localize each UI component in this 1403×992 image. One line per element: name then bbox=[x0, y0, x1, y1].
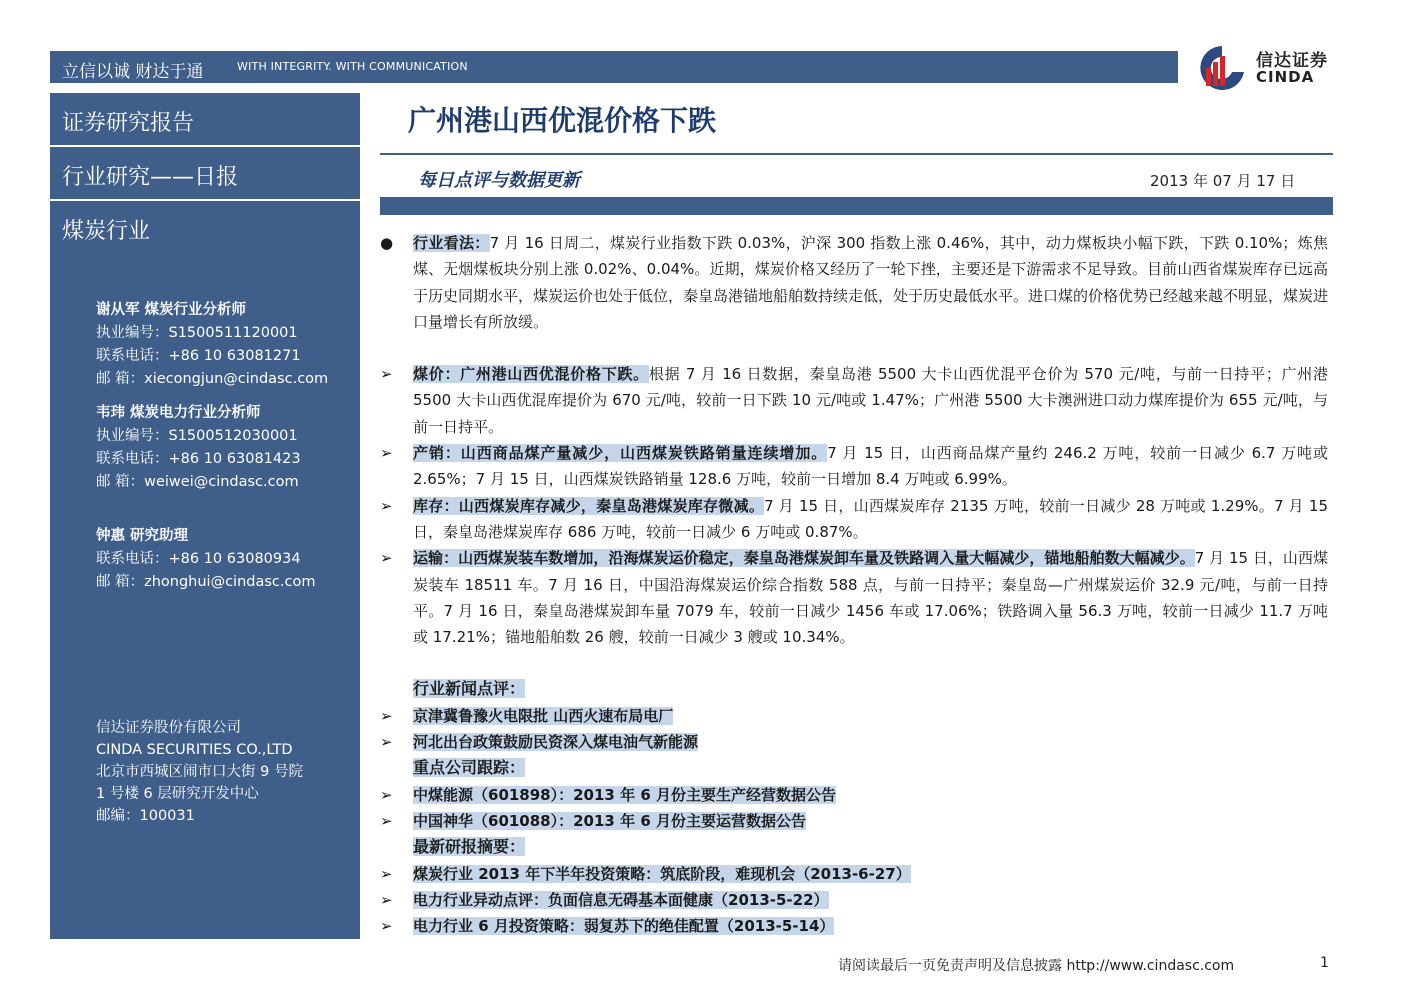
analyst-phone: 联系电话：+86 10 63080934 bbox=[96, 551, 301, 567]
point-label: 库存：山西煤炭库存减少，秦皇岛港煤炭库存微减。 bbox=[413, 496, 765, 515]
logo-cn: 信达证券 bbox=[1256, 51, 1328, 71]
footer-disclaimer[interactable]: 请阅读最后一页免责声明及信息披露 http://www.cindasc.com bbox=[838, 958, 1235, 974]
research-item[interactable] bbox=[380, 887, 1328, 913]
company-item[interactable] bbox=[380, 782, 1328, 808]
company-name-en: CINDA SECURITIES CO.,LTD bbox=[96, 742, 293, 758]
research-item-text[interactable]: 电力行业异动点评：负面信息无碍基本面健康（2013-5-22） bbox=[413, 890, 829, 909]
arrow-bullet-icon: ➢ bbox=[380, 549, 393, 568]
research-item[interactable] bbox=[380, 913, 1328, 939]
company-info bbox=[96, 717, 303, 827]
category-research-type: 行业研究——日报 bbox=[62, 165, 239, 190]
research-item-text[interactable]: 电力行业 6 月投资策略：弱复苏下的绝佳配置（2013-5-14） bbox=[413, 917, 835, 936]
news-item-text[interactable]: 京津冀鲁豫火电限批 山西火速布局电厂 bbox=[413, 706, 674, 725]
analyst-phone: 联系电话：+86 10 63081271 bbox=[96, 348, 301, 364]
point-label: 产销：山西商品煤产量减少，山西煤炭铁路销量连续增加。 bbox=[413, 444, 828, 463]
point-label: 煤价：广州港山西优混价格下跌。 bbox=[413, 365, 649, 384]
company-name-cn: 信达证券股份有限公司 bbox=[96, 720, 241, 736]
analyst-email: 邮 箱：zhonghui@cindasc.com bbox=[96, 574, 316, 590]
analyst-name: 韦玮 煤炭电力行业分析师 bbox=[96, 405, 261, 421]
point-text: 7 月 15 日，山西商品煤产量约 246.2 万吨，较前一日减少 6.7 万吨或 2.65%；7 月 15 日，山西煤炭铁路销量 128.6 万吨，较前一日增加 8.4 万吨或 6.99%。 bbox=[413, 444, 1328, 489]
cinda-logo-icon bbox=[1192, 42, 1252, 92]
arrow-bullet-icon: ➢ bbox=[380, 785, 393, 804]
arrow-bullet-icon: ➢ bbox=[380, 917, 393, 936]
slogan: 立信以诚 财达于通 bbox=[62, 62, 204, 82]
title-rule bbox=[380, 153, 1333, 155]
logo-en: CINDA bbox=[1256, 68, 1315, 86]
sidebar-divider bbox=[50, 145, 360, 147]
page-number: 1 bbox=[1320, 955, 1329, 971]
point-production bbox=[380, 440, 1328, 493]
news-item-text[interactable]: 河北出台政策鼓励民资深入煤电油气新能源 bbox=[413, 733, 699, 752]
arrow-bullet-icon: ➢ bbox=[380, 444, 393, 463]
analyst-email: 邮 箱：weiwei@cindasc.com bbox=[96, 474, 299, 490]
category-industry: 煤炭行业 bbox=[62, 219, 151, 244]
company-heading: 重点公司跟踪： bbox=[413, 758, 526, 778]
analyst-card bbox=[96, 402, 301, 494]
sidebar bbox=[50, 93, 360, 939]
analyst-license: 执业编号：S1500512030001 bbox=[96, 428, 298, 444]
view-label: 行业看法： bbox=[413, 234, 490, 252]
report-date: 2013 年 07 月 17 日 bbox=[1150, 172, 1296, 190]
point-price bbox=[380, 361, 1328, 440]
report-title: 广州港山西优混价格下跌 bbox=[408, 104, 717, 137]
company-address: 北京市西城区闹市口大街 9 号院 bbox=[96, 764, 303, 780]
research-item-text[interactable]: 煤炭行业 2013 年下半年投资策略：筑底阶段，难现机会（2013-6-27） bbox=[413, 864, 911, 883]
analyst-name: 钟惠 研究助理 bbox=[96, 528, 189, 544]
analyst-name: 谢从军 煤炭行业分析师 bbox=[96, 302, 247, 318]
point-inventory bbox=[380, 493, 1328, 546]
arrow-bullet-icon: ➢ bbox=[380, 890, 393, 909]
company-item[interactable] bbox=[380, 808, 1328, 834]
report-body bbox=[380, 230, 1328, 939]
arrow-bullet-icon: ➢ bbox=[380, 706, 393, 725]
company-item-text[interactable]: 中煤能源（601898）：2013 年 6 月份主要生产经营数据公告 bbox=[413, 785, 836, 804]
analyst-phone: 联系电话：+86 10 63081423 bbox=[96, 451, 301, 467]
company-item-text[interactable]: 中国神华（601088）：2013 年 6 月份主要运营数据公告 bbox=[413, 811, 806, 830]
point-text: 根据 7 月 16 日数据，秦皇岛港 5500 大卡山西优混平仓价为 570 元/吨，与前一日持平；广州港 5500 大卡山西优混库提价为 670 元/吨，较前一日下跌 10 元/吨或 1.47%；广州港 5500 大卡澳洲进口动力煤库提价为 655 元/吨，与前一日持平。 bbox=[413, 365, 1328, 436]
arrow-bullet-icon: ➢ bbox=[380, 864, 393, 883]
analyst-license: 执业编号：S1500511120001 bbox=[96, 325, 298, 341]
top-banner bbox=[50, 51, 1178, 83]
header-bar bbox=[380, 197, 1333, 215]
research-item[interactable] bbox=[380, 861, 1328, 887]
news-item[interactable] bbox=[380, 729, 1328, 755]
news-item[interactable] bbox=[380, 703, 1328, 729]
arrow-bullet-icon: ➢ bbox=[380, 811, 393, 830]
analyst-email: 邮 箱：xiecongjun@cindasc.com bbox=[96, 371, 329, 387]
analyst-card bbox=[96, 525, 315, 594]
sidebar-divider bbox=[50, 199, 360, 201]
arrow-bullet-icon: ➢ bbox=[380, 496, 393, 515]
arrow-bullet-icon: ➢ bbox=[380, 733, 393, 752]
point-text: 7 月 15 日，山西煤炭装车 18511 车。7 月 16 日，中国沿海煤炭运价综合指数 588 点，与前一日持平；秦皇岛—广州煤炭运价 32.9 元/吨，与前一日持平。7 月 16 日，秦皇岛港煤炭卸车量 7079 车，较前一日减少 1456 车或 17.06%；铁路调入量 56.3 万吨，较前一日减少 11.7 万吨或 17.21%；锚地船舶数 26 艘，较前一日减少 3 艘或 10.34%。 bbox=[413, 549, 1328, 647]
view-text: 7 月 16 日周二，煤炭行业指数下跌 0.03%，沪深 300 指数上涨 0.46%，其中，动力煤板块小幅下跌，下跌 0.10%；炼焦煤、无烟煤板块分别上涨 0.02%、0.04%。近期，煤炭价格又经历了一轮下挫，主要还是下游需求不足导致。目前山西省煤炭库存已远高于历史同期水平，煤炭运价也处于低位，秦皇岛港锚地船舶数持续走低，处于历史最低水平。进口煤的价格优势已经越来越不明显，煤炭进口量增长有所放缓。 bbox=[413, 234, 1329, 331]
arrow-bullet-icon: ➢ bbox=[380, 365, 393, 384]
research-heading: 最新研报摘要： bbox=[413, 837, 526, 857]
category-report-type: 证券研究报告 bbox=[62, 111, 195, 136]
company-postcode: 邮编：100031 bbox=[96, 808, 195, 824]
slogan-en: WITH INTEGRITY. WITH COMMUNICATION bbox=[237, 60, 468, 73]
industry-view bbox=[380, 230, 1328, 335]
point-label: 运输：山西煤炭装车数增加，沿海煤炭运价稳定，秦皇岛港煤炭卸车量及铁路调入量大幅减少，锚地船舶数大幅减少。 bbox=[413, 549, 1195, 568]
report-subtitle: 每日点评与数据更新 bbox=[418, 170, 580, 191]
dot-bullet-icon: ● bbox=[380, 234, 394, 252]
news-heading: 行业新闻点评： bbox=[413, 679, 526, 699]
point-text: 7 月 15 日，山西煤炭库存 2135 万吨，较前一日减少 28 万吨或 1.29%。7 月 15 日，秦皇岛港煤炭库存 686 万吨，较前一日减少 6 万吨或 0.87%。 bbox=[413, 496, 1328, 541]
company-address-2: 1 号楼 6 层研究开发中心 bbox=[96, 786, 259, 802]
cinda-logo bbox=[1192, 42, 1342, 92]
point-transport bbox=[380, 545, 1328, 650]
analyst-card bbox=[96, 299, 328, 391]
